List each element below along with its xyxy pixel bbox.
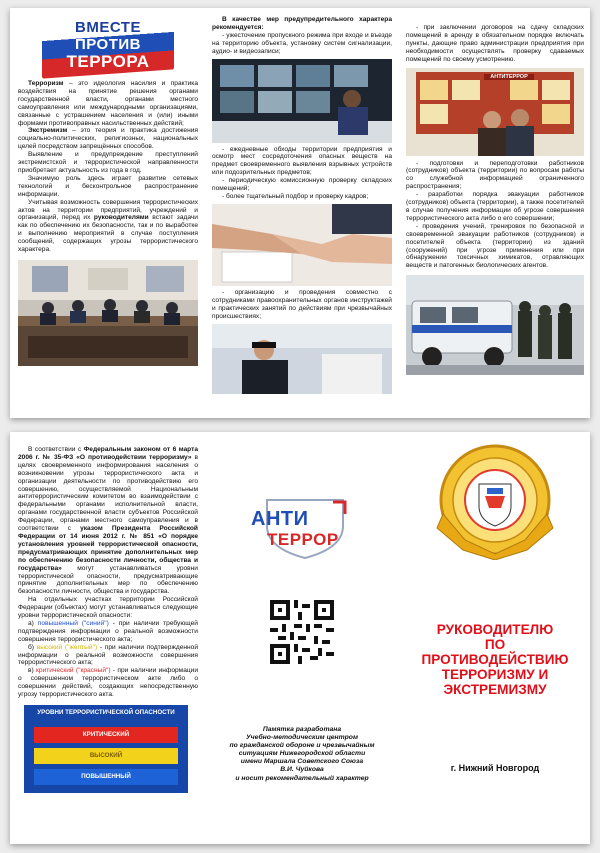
managers-bold: руководителями — [93, 214, 149, 222]
level-elevated-label: ПОВЫШЕННЫЙ — [81, 773, 131, 780]
title-line-2: ПО — [484, 637, 506, 652]
meeting-room-illustration — [18, 260, 198, 366]
city-label: г. Нижний Новгород — [450, 763, 540, 773]
level-b-prefix: б) — [28, 643, 37, 651]
law-text-b: в целях своевременного информирования населения о возникновении угрозы террористического акта и организации деятельности по противодействию его совершению, осуществляемой Национальным антитеррористическим комитетом во взаимодействии с федеральными органами исполнительной власти, органами государственной власти субъектов Российской Федерации, органами местного самоуправления и в соответствии с — [18, 453, 198, 533]
title-line-5: ЭКСТРЕМИЗМУ — [443, 682, 547, 697]
handshake-illustration — [212, 204, 392, 286]
logo-line-2: ПРОТИВ — [74, 36, 142, 53]
paragraph-managers — [18, 199, 198, 254]
levels-intro: На отдельных участках территории Российской Федерации (объектах) могут устанавливаться следующие уровни террористической опасности: — [18, 596, 198, 620]
panel-cover — [406, 438, 584, 838]
logo-line-1: ВМЕСТЕ — [75, 19, 141, 36]
level-blue-description — [18, 620, 198, 644]
level-red-description — [18, 667, 198, 699]
threat-levels-panel — [24, 705, 188, 793]
credit-line-4: ситуациям Нижегородской области — [238, 750, 366, 758]
threat-levels-title: УРОВНИ ТЕРРОРИСТИЧЕСКОЙ ОПАСНОСТИ — [37, 709, 175, 716]
level-high-bar — [34, 748, 178, 764]
title-line-1: РУКОВОДИТЕЛЮ — [436, 622, 554, 637]
paragraph-relevance: Выявление и предупреждение преступлений экстремистской и террористической направленности приобретает актуальность из года в год. — [18, 151, 198, 174]
info-board-illustration — [406, 68, 584, 156]
training-center-emblem — [435, 444, 555, 560]
credit-line-1: Памятка разработана — [262, 726, 342, 733]
law-text-a: В соответствии с — [28, 446, 84, 453]
level-a-text: - при наличии требующей подтверждения информации о реальной возможности совершения террористического акта; — [18, 619, 198, 643]
panel-preventive-measures — [212, 14, 392, 412]
logo-line-3: ТЕРРОРА — [66, 52, 150, 71]
panel-terrorism-definitions — [18, 14, 198, 412]
level-c-prefix: в) — [28, 667, 37, 675]
level-critical-bar — [34, 727, 178, 743]
level-yellow-description — [18, 644, 198, 668]
managers-text-b: встают задачи как по обеспечению их безопасности, так и по выработке и выполнению мероприятий в случае поступления сообщений, содержащих угрозы террористического характера. — [18, 214, 198, 254]
credit-line-6: В.И. Чуйкова — [280, 766, 324, 774]
credit-line-7: и носит рекомендательный характер — [235, 774, 369, 782]
level-critical-label: КРИТИЧЕСКИЙ — [82, 731, 130, 738]
brochure-inner-side — [10, 432, 590, 844]
measure-drills: - проведения учений, тренировок по безопасной и своевременной эвакуации работников (сотрудников) и посетителей объекта (территории) из зданий (сооружений) при угрозе применения или при обнаружении токсичных химикатов, отравляющих веществ и патогенных биологических агентов. — [406, 222, 584, 270]
measure-warehouse-check: - периодическую комиссионную проверку складских помещений; — [212, 177, 392, 193]
federal-law-reference: Федеральным законом от 6 марта 2006 г. № 35-ФЗ «О противодействии терроризму» — [18, 446, 198, 461]
anti-terror-logo — [247, 496, 357, 560]
surveillance-room-photo — [212, 59, 392, 143]
measure-access-control: - ужесточение пропускного режима при входе и въезде на территорию объекта, установку систем сигнализации, аудио- и видеозаписи; — [212, 31, 392, 55]
security-guard-photo — [212, 324, 392, 394]
antiterror-board-photo — [406, 68, 584, 156]
measure-daily-rounds: - ежедневные обходы территории предприятия и осмотр мест сосредоточения опасных веществ на предмет своевременного выявления взрывных устройств или подозрительных предметов; — [212, 145, 392, 177]
panel-anti-terror-credits — [212, 438, 392, 838]
terrorism-text: – это идеология насилия и практика воздействия на принятие решения органами государственной власти, органами местного самоуправления или международными организациями, связанные с устрашением населения и (или) иными формами противоправных насильственных действий; — [18, 80, 198, 127]
cover-title — [406, 622, 584, 697]
credits-block — [212, 726, 392, 783]
law-text-c: могут устанавливаться уровни террористической опасности, предусматривающие принятие дополнительных мер по обеспечению безопасности личности, общества и государства. — [18, 564, 198, 596]
title-line-4: ТЕРРОРИЗМУ И — [441, 667, 549, 682]
paragraph-networks: Значимую роль здесь играет развитие сетевых технологий и бесконтрольное распространение информации. — [18, 174, 198, 198]
presidential-decree-reference: указом Президента Российской Федерации от 14 июня 2012 г. № 851 «О порядке установления уровней террористической опасности, предусматривающих принятие дополнительных мер по обеспечению безопасности личности, общества и государства» — [18, 525, 198, 572]
board-label: АНТИТЕРРОР — [484, 74, 534, 80]
measure-staff-training: - подготовки и переподготовки работников (сотрудников) объекта (территории) по вопросам работы со служебной информацией ограниченного распространения; — [406, 159, 584, 191]
measure-evacuation-plan: - разработки порядка эвакуации работников (сотрудников) объекта (территории), а также посетителей в случае получения информации об угрозе совершения террористического акта либо о его совершении; — [406, 191, 584, 222]
qr-code-icon — [270, 600, 334, 664]
meeting-photo — [18, 260, 198, 366]
measure-briefings: - организацию и проведения совместно с сотрудниками правоохранительных органов инструктажей и практических занятий по действиям при чрезвычайных происшествиях; — [212, 288, 392, 320]
title-line-3: ПРОТИВОДЕЙСТВИЮ — [421, 652, 569, 667]
extremism-text: – это теория и практика достижения социально-политических, религиозных, национальных целей посредством запрещённых способов. — [18, 127, 198, 151]
cctv-monitors-illustration — [212, 59, 392, 143]
level-yellow-name: высокий ("желтый") — [36, 643, 98, 651]
laurel-emblem-icon — [435, 444, 555, 560]
brochure-outer-side — [10, 8, 590, 418]
extremism-definition — [18, 127, 198, 151]
handshake-documents-photo — [212, 204, 392, 286]
level-high-label: ВЫСОКИЙ — [89, 752, 123, 759]
terror-word: ТЕРРОР — [267, 530, 339, 549]
credit-line-5: имени Маршала Советского Союза — [240, 758, 364, 766]
level-elevated-bar — [34, 769, 178, 785]
level-red-name: критический ("красный") — [36, 667, 111, 675]
measure-lease-contracts: - при заключении договоров на сдачу складских помещений в аренду в обязательном порядке включать пункты, дающие право администрации предприятия при необходимости осуществлять проверку сдаваемых помещений по своему усмотрению. — [406, 24, 584, 63]
terrorism-term: Терроризм — [28, 80, 64, 87]
anti-word: АНТИ — [251, 508, 309, 530]
terrorism-definition — [18, 80, 198, 127]
extremism-term: Экстремизм — [28, 127, 68, 135]
together-against-terror-logo — [42, 18, 174, 74]
level-blue-name: повышенный ("синий") — [37, 619, 109, 627]
law-paragraph — [18, 446, 198, 596]
qr-code — [270, 600, 334, 664]
guard-illustration — [212, 324, 392, 394]
level-a-prefix: а) — [28, 619, 38, 627]
level-c-text: - при наличии информации о совершенном террористическом акте либо о совершении действий, создающих непосредственную угрозу террористического акта. — [18, 667, 198, 699]
panel-threat-levels — [18, 438, 198, 838]
panel-measures-continued — [406, 14, 584, 412]
managers-text-a: Учитывая возможность совершения террористических актов на территории предприятий, учреждений и организаций, перед их — [18, 198, 198, 222]
police-uaz-illustration — [406, 275, 584, 375]
measure-staff-vetting: - более тщательный подбор и проверку кадров; — [222, 192, 369, 200]
police-vehicle-photo — [406, 275, 584, 375]
credit-line-3: по гражданской обороне и чрезвычайным — [229, 742, 375, 750]
level-b-text: - при наличии подтвержденной информации о реальной возможности совершения террористического акта; — [18, 643, 198, 667]
measures-heading: В качестве мер предупредительного характера рекомендуется: — [212, 16, 392, 31]
credit-line-2: Учебно-методическим центром — [246, 734, 358, 742]
